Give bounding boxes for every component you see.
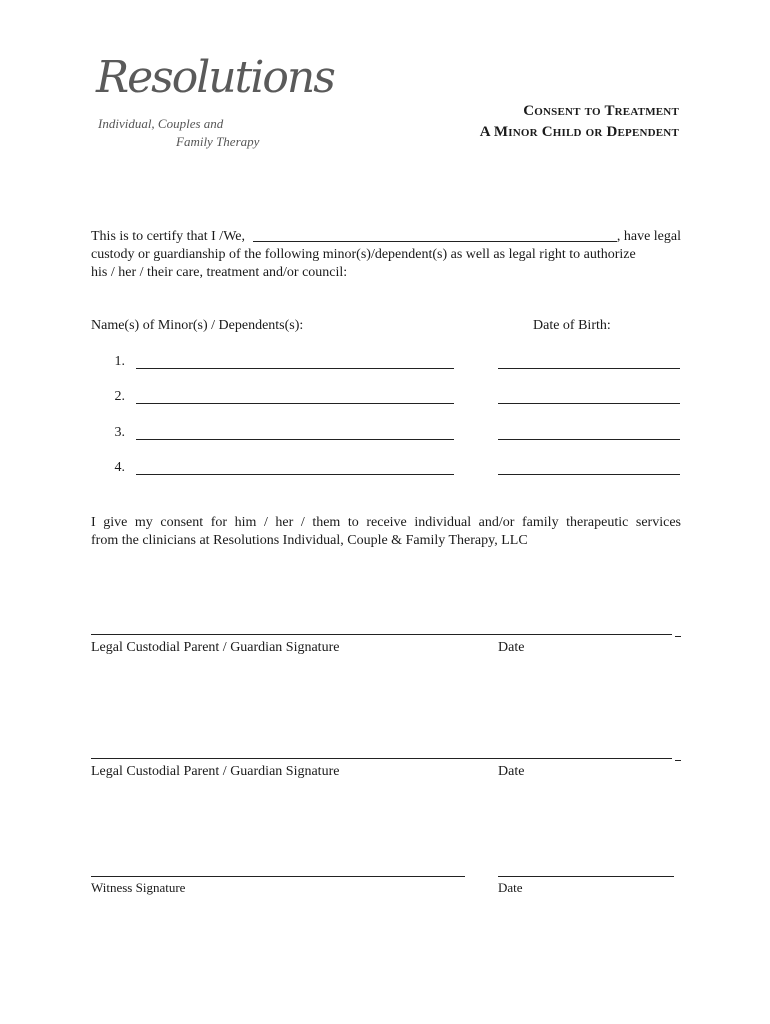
minor-dob-field-3[interactable] <box>498 439 680 440</box>
guardian-date-1-label: Date <box>498 640 525 655</box>
minor-dob-field-4[interactable] <box>498 474 680 475</box>
minor-name-field-2[interactable] <box>136 403 454 404</box>
row-number-1: 1. <box>114 354 125 369</box>
guardian-name-field[interactable] <box>245 228 617 246</box>
minor-name-field-4[interactable] <box>136 474 454 475</box>
logo-wordmark: Resolutions <box>96 52 334 103</box>
witness-signature-label: Witness Signature <box>91 880 186 895</box>
guardian-signature-2-label: Legal Custodial Parent / Guardian Signature <box>91 764 340 779</box>
consent-text-line-2: from the clinicians at Resolutions Individual, Couple & Family Therapy, LLC <box>91 533 528 548</box>
custody-text: custody or guardianship of the following minor(s)/dependent(s) as well as legal right to authorize <box>91 247 636 262</box>
form-title-line-1: Consent to Treatment <box>523 103 679 119</box>
signature-line-tick <box>675 636 681 637</box>
logo-tagline-2: Family Therapy <box>176 134 260 149</box>
minor-dob-field-2[interactable] <box>498 403 680 404</box>
minor-names-header: Name(s) of Minor(s) / Dependents(s): <box>91 318 304 333</box>
have-legal-text: , have legal <box>616 229 681 244</box>
consent-text-line-1: I give my consent for him / her / them to receive individual and/or family therapeutic services <box>91 515 681 530</box>
form-title-line-2: A Minor Child or Dependent <box>479 124 679 140</box>
minor-name-field-1[interactable] <box>136 368 454 369</box>
signature-line-tick <box>675 760 681 761</box>
guardian-date-2-label: Date <box>498 764 525 779</box>
guardian-signature-2-field[interactable] <box>91 758 672 759</box>
certification-paragraph <box>91 228 681 282</box>
witness-date-field[interactable] <box>498 876 674 877</box>
guardian-signature-1-field[interactable] <box>91 634 672 635</box>
row-number-3: 3. <box>114 425 125 440</box>
row-number-4: 4. <box>114 460 125 475</box>
certify-text: This is to certify that I /We, <box>91 229 245 244</box>
minor-dob-field-1[interactable] <box>498 368 680 369</box>
company-logo <box>96 44 334 156</box>
witness-date-label: Date <box>498 880 523 895</box>
date-of-birth-header: Date of Birth: <box>533 318 611 333</box>
guardian-signature-1-label: Legal Custodial Parent / Guardian Signature <box>91 640 340 655</box>
care-text: his / her / their care, treatment and/or council: <box>91 265 348 280</box>
minor-name-field-3[interactable] <box>136 439 454 440</box>
row-number-2: 2. <box>114 389 125 404</box>
witness-signature-field[interactable] <box>91 876 465 877</box>
logo-tagline-1: Individual, Couples and <box>98 116 224 131</box>
